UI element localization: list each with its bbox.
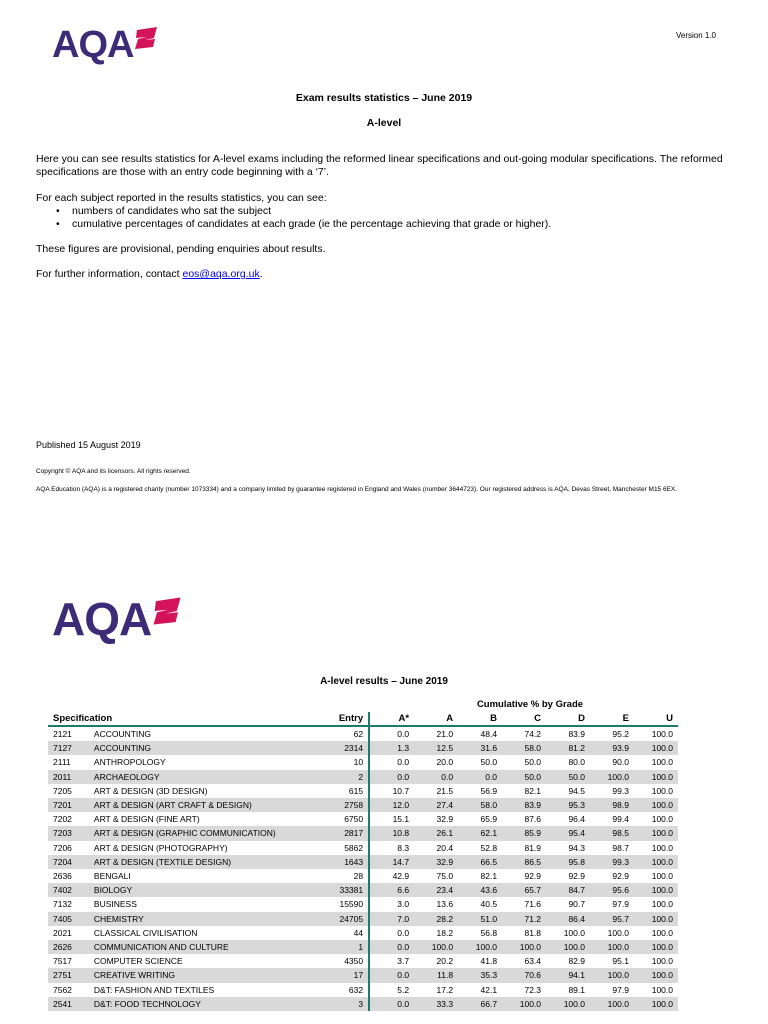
grade-cell: 17.2 [436, 984, 454, 995]
specification-header: Specification [48, 712, 322, 726]
grade-cell: 100.0 [634, 997, 678, 1011]
table-row [48, 883, 678, 897]
grade-cell: 99.3 [590, 855, 634, 869]
table-row [48, 855, 678, 869]
table-row [48, 741, 678, 755]
grade-cell: 56.8 [480, 927, 498, 938]
provisional-note: These figures are provisional, pending enquiries about results. [36, 243, 326, 255]
spec-name-cell: BENGALI [93, 871, 131, 882]
spec-name-cell: ACCOUNTING [89, 741, 322, 755]
spec-name-cell: ACCOUNTING [93, 729, 152, 739]
table-row [48, 997, 678, 1011]
grade-cell: 50.0 [546, 770, 590, 784]
spec-name-cell: CLASSICAL CIVILISATION [93, 927, 198, 938]
entry-cell: 2758 [322, 798, 369, 812]
legal-notice: AQA Education (AQA) is a registered charity (number 1073334) and a company limited by guarantee registered in England and Wales (number 3644723). Our registered address is AQA, Devas Street, Manchester M15 6EX. [36, 486, 678, 493]
grade-header: C [502, 712, 546, 726]
grade-cell: 75.0 [436, 871, 454, 882]
grade-cell: 100.0 [590, 968, 634, 982]
entry-cell: 24705 [322, 912, 369, 926]
grade-cell: 21.5 [436, 785, 454, 796]
grade-cell: 98.5 [590, 826, 634, 840]
grade-cell: 100.0 [502, 997, 546, 1011]
grade-cell: 0.0 [397, 927, 410, 938]
grade-cell: 72.3 [524, 984, 542, 995]
grade-cell: 70.6 [502, 968, 546, 982]
table-row [48, 983, 678, 997]
spec-code-cell: 7127 [48, 741, 89, 755]
grade-cell: 0.0 [458, 770, 502, 784]
grade-cell: 5.2 [397, 984, 410, 995]
grade-cell: 18.2 [436, 927, 454, 938]
grade-cell: 99.4 [612, 814, 629, 825]
grade-cell: 32.9 [436, 814, 454, 825]
entry-cell: 1643 [322, 855, 369, 869]
grade-cell: 100.0 [634, 741, 678, 755]
grade-cell: 100.0 [634, 912, 678, 926]
grade-header: D [546, 712, 590, 726]
further-info-suffix: . [259, 268, 263, 280]
grade-cell: 28.2 [414, 912, 458, 926]
grade-header: U [634, 712, 678, 726]
results-title: A-level results – June 2019 [320, 676, 448, 687]
spec-code-cell: 2121 [53, 729, 72, 739]
grade-cell: 0.0 [397, 757, 410, 768]
spec-code-cell: 7402 [48, 883, 89, 897]
grade-cell: 100.0 [502, 940, 546, 954]
bullet-list [56, 205, 551, 231]
intro-paragraph: Here you can see results statistics for A-level exams including the reformed linear specifications and out-going modular specifications. The reformed specifications are those with an entry code beginning with a ‘7’. [36, 153, 723, 178]
grade-cell: 86.5 [502, 855, 546, 869]
cumulative-heading: Cumulative % by Grade [476, 699, 584, 710]
grade-cell: 100.0 [546, 997, 590, 1011]
grade-cell: 81.8 [524, 927, 542, 938]
entry-cell: 1 [322, 940, 369, 954]
entry-cell: 615 [322, 784, 369, 798]
published-date: Published 15 August 2019 [36, 440, 141, 450]
grade-cell: 42.9 [392, 871, 410, 882]
results-table [48, 712, 678, 1011]
grade-cell: 0.0 [369, 940, 414, 954]
grade-cell: 100.0 [590, 770, 634, 784]
grade-cell: 82.9 [568, 956, 585, 967]
grade-cell: 100.0 [607, 927, 629, 938]
version-label: Version 1.0 [675, 31, 716, 40]
grade-cell: 10.8 [369, 826, 414, 840]
grade-cell: 94.3 [568, 842, 585, 853]
spec-name-cell: BUSINESS [93, 899, 137, 910]
bullet-item: • numbers of candidates who sat the subject [56, 205, 551, 218]
grade-cell: 42.1 [480, 984, 498, 995]
grade-cell: 94.1 [546, 968, 590, 982]
grade-cell: 86.4 [546, 912, 590, 926]
grade-cell: 100.0 [634, 798, 678, 812]
grade-cell: 7.0 [369, 912, 414, 926]
grade-cell: 66.5 [458, 855, 502, 869]
spec-code-cell: 7203 [48, 826, 89, 840]
grade-cell: 97.9 [612, 899, 629, 910]
grade-cell: 90.0 [612, 757, 629, 768]
spec-name-cell: ART & DESIGN (GRAPHIC COMMUNICATION) [89, 826, 322, 840]
grade-cell: 98.9 [590, 798, 634, 812]
grade-cell: 98.7 [612, 842, 629, 853]
grade-cell: 100.0 [651, 927, 673, 938]
grade-cell: 100.0 [563, 927, 585, 938]
grade-cell: 83.9 [568, 729, 585, 739]
table-row [48, 940, 678, 954]
grade-cell: 84.7 [546, 883, 590, 897]
grade-cell: 92.9 [524, 871, 542, 882]
grade-cell: 20.0 [436, 757, 454, 768]
grade-cell: 11.8 [414, 968, 458, 982]
table-row [48, 726, 678, 741]
grade-cell: 3.7 [397, 956, 410, 967]
grade-cell: 100.0 [634, 968, 678, 982]
grade-cell: 100.0 [590, 940, 634, 954]
table-row [48, 812, 678, 826]
grade-cell: 94.5 [568, 785, 585, 796]
table-row [48, 770, 678, 784]
grade-header: E [590, 712, 634, 726]
spec-name-cell: ART & DESIGN (3D DESIGN) [93, 785, 208, 796]
grade-cell: 63.4 [524, 956, 542, 967]
grade-cell: 81.2 [546, 741, 590, 755]
grade-cell: 71.6 [524, 899, 542, 910]
grade-cell: 100.0 [651, 842, 673, 853]
grade-cell: 0.0 [369, 968, 414, 982]
entry-cell: 6750 [322, 812, 369, 826]
logo-swoosh-icon [133, 26, 159, 50]
grade-cell: 0.0 [414, 770, 458, 784]
entry-cell: 44 [322, 926, 369, 940]
grade-cell: 3.0 [397, 899, 410, 910]
grade-cell: 65.7 [502, 883, 546, 897]
spec-code-cell: 7206 [53, 842, 72, 853]
grade-cell: 100.0 [634, 940, 678, 954]
spec-name-cell: BIOLOGY [89, 883, 322, 897]
grade-cell: 20.2 [436, 956, 454, 967]
grade-cell: 80.0 [568, 757, 585, 768]
entry-cell: 10 [322, 755, 369, 769]
entry-cell: 4350 [322, 954, 369, 968]
bullet-item: • cumulative percentages of candidates at each grade (ie the percentage achieving that grade or higher). [56, 218, 551, 231]
grade-cell: 74.2 [524, 729, 542, 739]
grade-header: A* [369, 712, 414, 726]
grade-cell: 40.5 [480, 899, 498, 910]
spec-code-cell: 2541 [48, 997, 89, 1011]
grade-cell: 87.6 [524, 814, 542, 825]
grade-cell: 100.0 [414, 940, 458, 954]
grade-cell: 90.7 [568, 899, 585, 910]
grade-cell: 97.9 [612, 984, 629, 995]
entry-cell: 28 [322, 869, 369, 883]
grade-cell: 26.1 [414, 826, 458, 840]
grade-cell: 50.0 [524, 757, 542, 768]
grade-cell: 1.3 [369, 741, 414, 755]
grade-cell: 21.0 [436, 729, 454, 739]
table-row [48, 755, 678, 769]
grade-cell: 96.4 [568, 814, 585, 825]
grade-cell: 100.0 [634, 770, 678, 784]
grade-cell: 100.0 [651, 785, 673, 796]
spec-name-cell: ANTHROPOLOGY [93, 757, 166, 768]
grade-cell: 35.3 [458, 968, 502, 982]
logo-text: AQA [52, 24, 134, 66]
spec-name-cell: CHEMISTRY [89, 912, 322, 926]
grade-cell: 27.4 [414, 798, 458, 812]
spec-code-cell: 2626 [48, 940, 89, 954]
grade-cell: 100.0 [651, 871, 673, 882]
entry-cell: 62 [322, 726, 369, 741]
grade-header: B [458, 712, 502, 726]
grade-cell: 83.9 [502, 798, 546, 812]
grade-cell: 8.3 [397, 842, 410, 853]
further-info-prefix: For further information, contact [36, 268, 183, 280]
table-row [48, 897, 678, 911]
grade-cell: 100.0 [590, 997, 634, 1011]
spec-name-cell: ART & DESIGN (PHOTOGRAPHY) [93, 842, 228, 853]
grade-cell: 92.9 [568, 871, 585, 882]
grade-header: A [414, 712, 458, 726]
grade-cell: 56.9 [480, 785, 498, 796]
spec-code-cell: 2021 [53, 927, 72, 938]
grade-cell: 89.1 [568, 984, 585, 995]
grade-cell: 95.4 [546, 826, 590, 840]
grade-cell: 82.1 [524, 785, 542, 796]
grade-cell: 100.0 [546, 940, 590, 954]
spec-code-cell: 2636 [53, 871, 72, 882]
grade-cell: 95.1 [612, 956, 629, 967]
copyright-notice: Copyright © AQA and its licensors. All rights reserved. [36, 468, 191, 475]
entry-cell: 632 [322, 983, 369, 997]
grade-cell: 95.8 [546, 855, 590, 869]
grade-cell: 95.3 [546, 798, 590, 812]
grade-cell: 95.7 [590, 912, 634, 926]
grade-cell: 95.2 [612, 729, 629, 739]
spec-code-cell: 2111 [53, 757, 71, 768]
entry-cell: 17 [322, 968, 369, 982]
grade-cell: 71.2 [502, 912, 546, 926]
grade-cell: 12.0 [369, 798, 414, 812]
grade-cell: 100.0 [634, 855, 678, 869]
spec-code-cell: 7204 [48, 855, 89, 869]
spec-name-cell: COMPUTER SCIENCE [93, 956, 183, 967]
entry-cell: 2817 [322, 826, 369, 840]
spec-name-cell: ARCHAEOLOGY [89, 770, 322, 784]
grade-cell: 100.0 [651, 729, 673, 739]
grade-cell: 82.1 [480, 871, 498, 882]
spec-code-cell: 7201 [48, 798, 89, 812]
table-row [48, 841, 678, 855]
entry-cell: 5862 [322, 841, 369, 855]
grade-cell: 95.6 [590, 883, 634, 897]
grade-cell: 6.6 [369, 883, 414, 897]
grade-cell: 100.0 [651, 984, 673, 995]
table-row [48, 968, 678, 982]
spec-code-cell: 7132 [53, 899, 72, 910]
grade-cell: 100.0 [651, 757, 673, 768]
table-row [48, 826, 678, 840]
results-body [48, 726, 678, 1011]
entry-cell: 15590 [322, 897, 369, 911]
grade-cell: 100.0 [651, 956, 673, 967]
grade-cell: 23.4 [414, 883, 458, 897]
grade-cell: 65.9 [480, 814, 498, 825]
grade-cell: 33.3 [414, 997, 458, 1011]
grade-cell: 14.7 [369, 855, 414, 869]
entry-header: Entry [322, 712, 369, 726]
grade-cell: 20.4 [436, 842, 454, 853]
entry-cell: 33381 [322, 883, 369, 897]
spec-code-cell: 2011 [48, 770, 89, 784]
grade-cell: 66.7 [458, 997, 502, 1011]
grade-cell: 100.0 [634, 883, 678, 897]
grade-cell: 52.8 [480, 842, 498, 853]
grade-cell: 50.0 [480, 757, 498, 768]
aqa-logo [52, 593, 183, 645]
grade-cell: 41.8 [480, 956, 498, 967]
table-row [48, 926, 678, 940]
grade-cell: 0.0 [369, 770, 414, 784]
grade-cell: 100.0 [651, 814, 673, 825]
spec-name-cell: ART & DESIGN (TEXTILE DESIGN) [89, 855, 322, 869]
spec-code-cell: 7205 [53, 785, 72, 796]
grade-cell: 100.0 [458, 940, 502, 954]
spec-name-cell: D&T: FASHION AND TEXTILES [93, 984, 215, 995]
spec-name-cell: ART & DESIGN (FINE ART) [93, 814, 200, 825]
grade-cell: 58.0 [458, 798, 502, 812]
grade-cell: 93.9 [590, 741, 634, 755]
grade-cell: 0.0 [369, 997, 414, 1011]
grade-cell: 31.6 [458, 741, 502, 755]
grade-cell: 48.4 [480, 729, 498, 739]
table-row [48, 784, 678, 798]
spec-name-cell: COMMUNICATION AND CULTURE [89, 940, 322, 954]
grade-cell: 13.6 [436, 899, 454, 910]
grade-cell: 32.9 [414, 855, 458, 869]
document-title: Exam results statistics – June 2019 [295, 92, 473, 104]
grade-cell: 43.6 [458, 883, 502, 897]
grade-cell: 0.0 [397, 729, 410, 739]
spec-code-cell: 7405 [48, 912, 89, 926]
grade-cell: 99.3 [612, 785, 629, 796]
contact-email-link[interactable]: eos@aqa.org.uk [182, 268, 260, 280]
spec-name-cell: D&T: FOOD TECHNOLOGY [89, 997, 322, 1011]
spec-name-cell: ART & DESIGN (ART CRAFT & DESIGN) [89, 798, 322, 812]
logo-text: AQA [52, 593, 152, 645]
table-row [48, 798, 678, 812]
spec-code-cell: 7517 [53, 956, 72, 967]
table-row [48, 954, 678, 968]
spec-code-cell: 7562 [53, 984, 72, 995]
entry-cell: 2 [322, 770, 369, 784]
grade-cell: 50.0 [502, 770, 546, 784]
spec-code-cell: 7202 [53, 814, 72, 825]
entry-cell: 2314 [322, 741, 369, 755]
grade-cell: 81.9 [524, 842, 542, 853]
document-subtitle: A-level [366, 117, 402, 129]
grade-cell: 15.1 [392, 814, 410, 825]
entry-cell: 3 [322, 997, 369, 1011]
further-info [36, 268, 726, 281]
grade-cell: 85.9 [502, 826, 546, 840]
aqa-logo [52, 26, 159, 64]
spec-name-cell: CREATIVE WRITING [89, 968, 322, 982]
grade-cell: 100.0 [634, 826, 678, 840]
table-row [48, 912, 678, 926]
table-row [48, 869, 678, 883]
table-header-row [48, 712, 678, 726]
grade-cell: 51.0 [458, 912, 502, 926]
grade-cell: 92.9 [612, 871, 629, 882]
spec-code-cell: 2751 [48, 968, 89, 982]
grade-cell: 62.1 [458, 826, 502, 840]
grade-cell: 12.5 [414, 741, 458, 755]
logo-swoosh-icon [151, 596, 183, 626]
lead-paragraph: For each subject reported in the results statistics, you can see: [36, 192, 327, 204]
grade-cell: 10.7 [392, 785, 410, 796]
grade-cell: 100.0 [651, 899, 673, 910]
grade-cell: 58.0 [502, 741, 546, 755]
